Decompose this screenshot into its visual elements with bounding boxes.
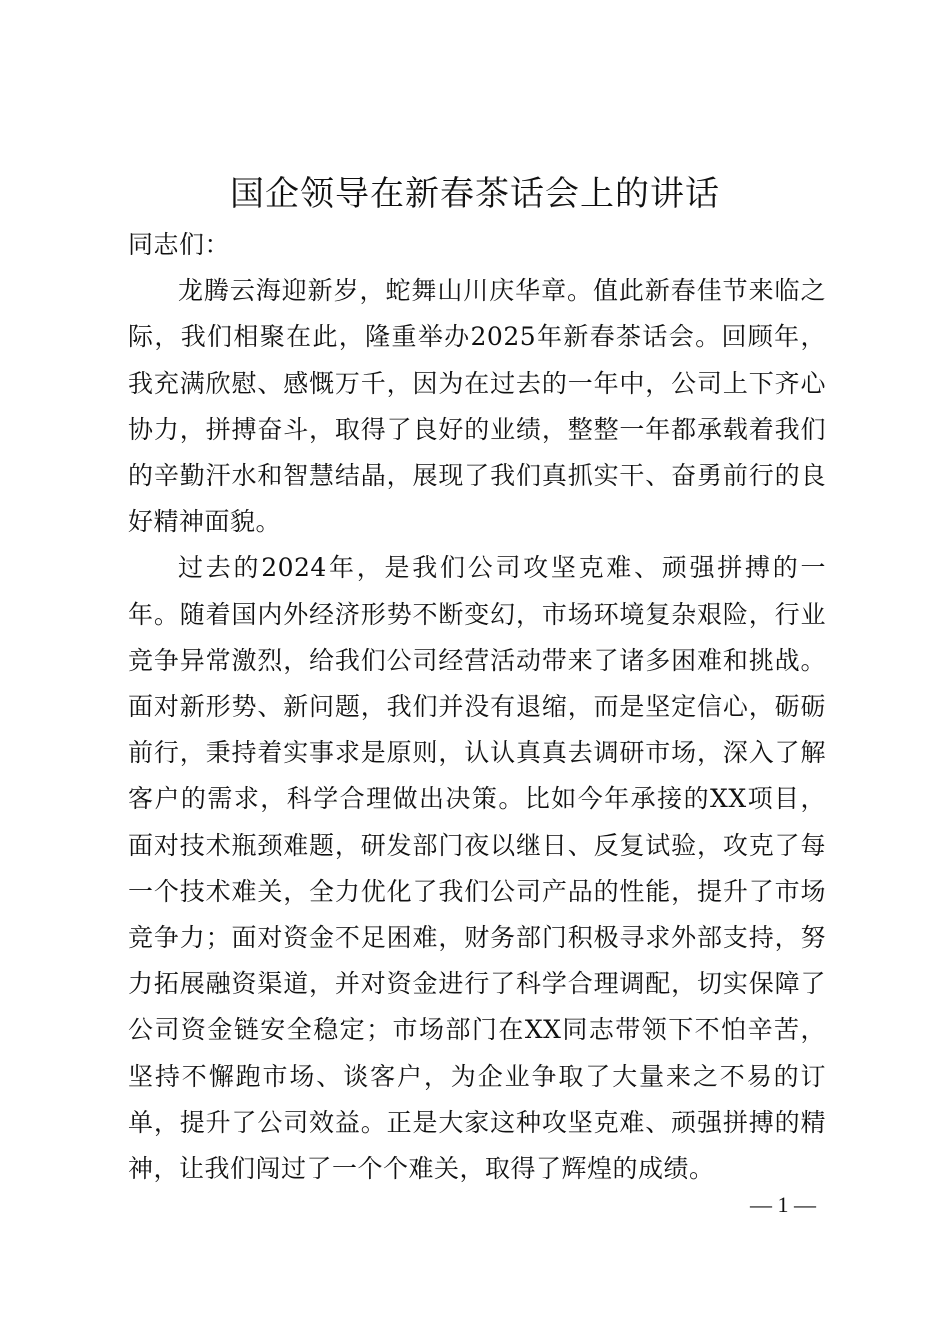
page-number: — 1 — <box>750 1192 816 1217</box>
document-title: 国企领导在新春茶话会上的讲话 <box>230 174 720 214</box>
salutation: 同志们： <box>128 230 231 259</box>
document-body <box>128 222 826 1192</box>
paragraph-1: 龙腾云海迎新岁，蛇舞山川庆华章。值此新春佳节来临之际，我们相聚在此，隆重举办2025年新春茶话会。回顾年，我充满欣慰、感慨万千，因为在过去的一年中，公司上下齐心协力，拼搏奋斗，取得了良好的业绩，整整一年都承载着我们的辛勤汗水和智慧结晶，展现了我们真抓实干、奋勇前行的良好精神面貌。 <box>128 276 826 537</box>
paragraph-2: 过去的2024年，是我们公司攻坚克难、顽强拼搏的一年。随着国内外经济形势不断变幻，市场环境复杂艰险，行业竞争异常激烈，给我们公司经营活动带来了诸多困难和挑战。面对新形势、新问题，我们并没有退缩，而是坚定信心，砺砺前行，秉持着实事求是原则，认认真真去调研市场，深入了解客户的需求，科学合理做出决策。比如今年承接的XX项目，面对技术瓶颈难题，研发部门夜以继日、反复试验，攻克了每一个技术难关，全力优化了我们公司产品的性能，提升了市场竞争力；面对资金不足困难，财务部门积极寻求外部支持，努力拓展融资渠道，并对资金进行了科学合理调配，切实保障了公司资金链安全稳定；市场部门在XX同志带领下不怕辛苦，坚持不懈跑市场、谈客户，为企业争取了大量来之不易的订单，提升了公司效益。正是大家这种攻坚克难、顽强拼搏的精神，让我们闯过了一个个难关，取得了辉煌的成绩。 <box>128 553 826 1184</box>
